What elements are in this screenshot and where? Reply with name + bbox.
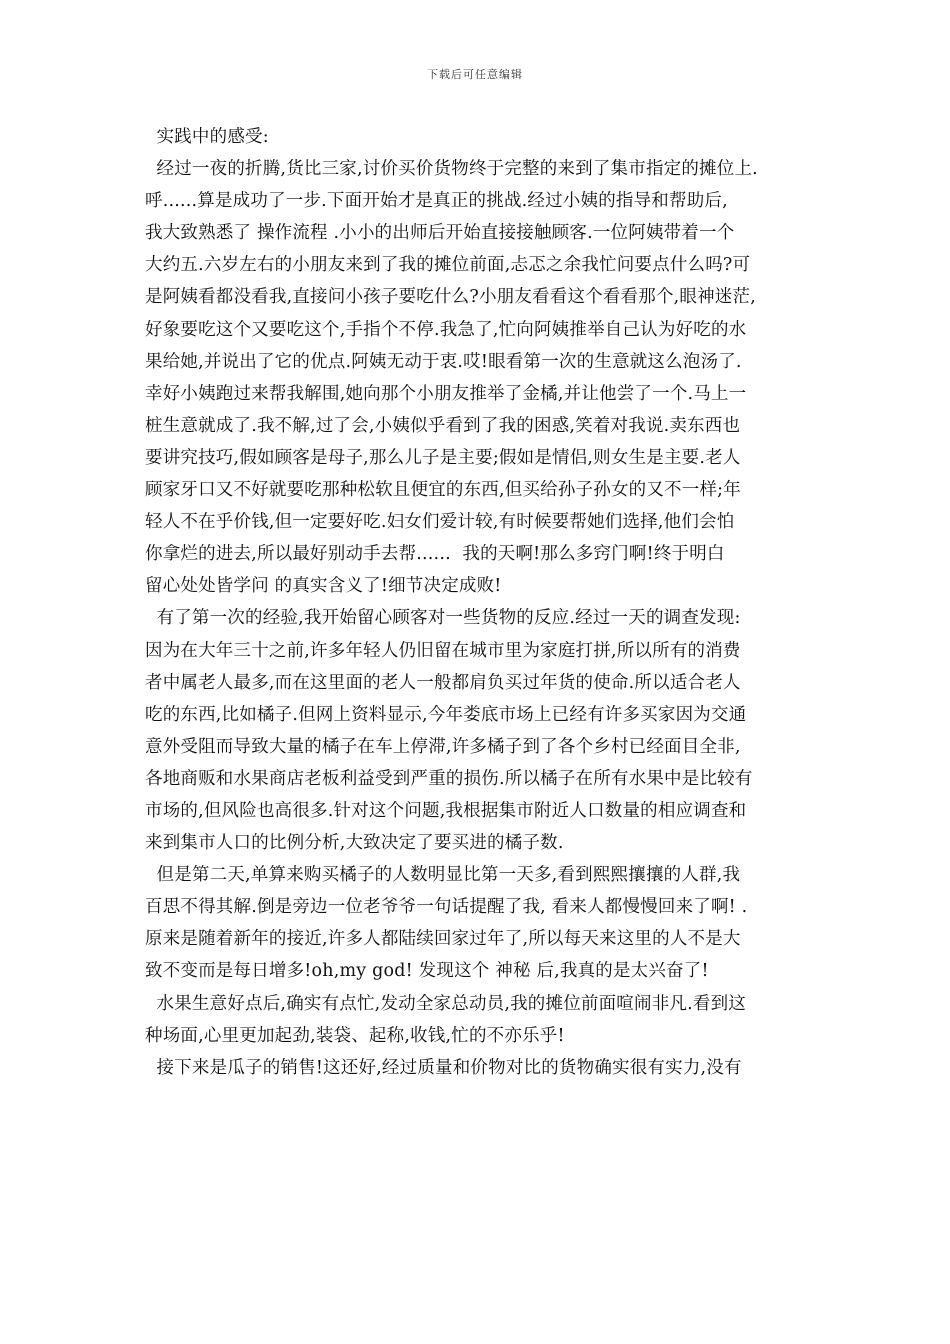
text-line: 者中属老人最多,而在这里面的老人一般都肩负买过年货的使命.所以适合老人 — [145, 672, 741, 693]
text-line: 种场面,心里更加起劲,装袋、起称,收钱,忙的不亦乐乎! — [145, 1025, 565, 1046]
text-line: 是阿姨看都没看我,直接问小孩子要吃什么?小朋友看看这个看看那个,眼神迷茫, — [145, 287, 756, 308]
text-line: 有了第一次的经验,我开始留心顾客对一些货物的反应.经过一天的调查发现: — [145, 608, 741, 629]
text-line: 留心处处皆学问 的真实含义了!细节决定成败! — [145, 576, 502, 597]
text-line: 意外受阻而导致大量的橘子在车上停滞,许多橘子到了各个乡村已经面目全非, — [145, 736, 741, 757]
text-line: 因为在大年三十之前,许多年轻人仍旧留在城市里为家庭打拼,所以所有的消费 — [145, 640, 741, 661]
text-line: 水果生意好点后,确实有点忙,发动全家总动员,我的摊位前面喧闹非凡.看到这 — [145, 993, 746, 1014]
text-line: 实践中的感受: — [145, 127, 269, 147]
page-header: 下载后可任意编辑 — [427, 68, 523, 81]
document-body — [145, 121, 820, 1084]
text-line: 顾家牙口又不好就要吃那种松软且便宜的东西,但买给孙子孙女的又不一样;年 — [145, 480, 741, 501]
text-line: 我大致熟悉了 操作流程 .小小的出师后开始直接接触顾客.一位阿姨带着一个 — [145, 223, 735, 244]
text-line: 幸好小姨跑过来帮我解围,她向那个小朋友推举了金橘,并让他尝了一个.马上一 — [145, 383, 747, 404]
text-line: 但是第二天,单算来购买橘子的人数明显比第一天多,看到熙熙攘攘的人群,我 — [145, 865, 741, 886]
text-line: 果给她,并说出了它的优点.阿姨无动于衷.哎!眼看第一次的生意就这么泡汤了. — [145, 351, 742, 372]
text-line: 要讲究技巧,假如顾客是母子,那么儿子是主要;假如是情侣,则女生是主要.老人 — [145, 447, 741, 468]
text-line: 原来是随着新年的接近,许多人都陆续回家过年了,所以每天来这里的人不是大 — [145, 929, 741, 950]
text-line: 来到集市人口的比例分析,大致决定了要买进的橘子数. — [145, 833, 564, 854]
text-line: 好象要吃这个又要吃这个,手指个不停.我急了,忙向阿姨推举自己认为好吃的水 — [145, 319, 747, 340]
text-line: 桩生意就成了.我不解,过了会,小姨似乎看到了我的困惑,笑着对我说.卖东西也 — [145, 415, 741, 436]
text-line: 接下来是瓜子的销售!这还好,经过质量和价物对比的货物确实很有实力,没有 — [145, 1057, 742, 1078]
text-line: 各地商贩和水果商店老板利益受到严重的损伤.所以橘子在所有水果中是比较有 — [145, 768, 753, 789]
text-line: 你拿烂的进去,所以最好别动手去帮...... 我的天啊!那么多窍门啊!终于明白 — [145, 544, 725, 565]
text-line: 百思不得其解.倒是旁边一位老爷爷一句话提醒了我, 看来人都慢慢回来了啊! . — [145, 897, 748, 918]
text-line: 致不变而是每日增多!oh,my god! 发现这个 神秘 后,我真的是太兴奋了! — [145, 961, 709, 982]
text-line: 轻人不在乎价钱,但一定要好吃.妇女们爱计较,有时候要帮她们选择,他们会怕 — [145, 512, 735, 533]
text-line: 呼......算是成功了一步.下面开始才是真正的挑战.经过小姨的指导和帮助后, — [145, 191, 728, 212]
text-line: 大约五.六岁左右的小朋友来到了我的摊位前面,忐忑之余我忙问要点什么吗?可 — [145, 255, 751, 276]
text-line: 市场的,但风险也高很多.针对这个问题,我根据集市附近人口数量的相应调查和 — [145, 800, 747, 821]
text-line: 经过一夜的折腾,货比三家,讨价买价货物终于完整的来到了集市指定的摊位上. — [145, 159, 758, 180]
text-line: 吃的东西,比如橘子.但网上资料显示,今年娄底市场上已经有许多买家因为交通 — [145, 704, 747, 725]
